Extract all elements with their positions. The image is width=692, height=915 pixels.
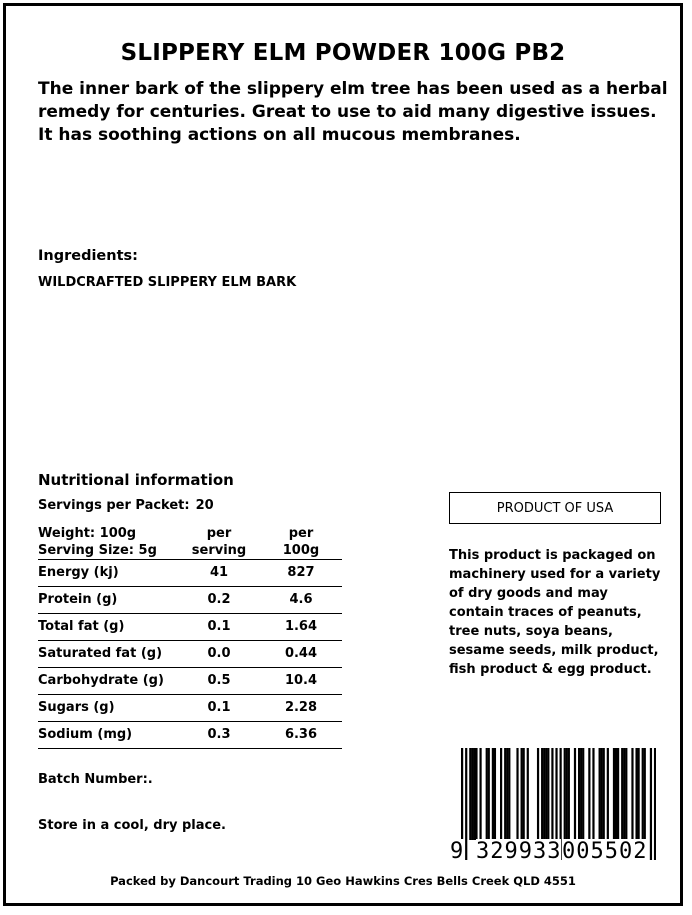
nutrient-name: Saturated fat (g): [38, 646, 163, 661]
barcode-bar: [599, 748, 601, 840]
barcode-bar: [551, 748, 553, 840]
barcode-bar: [469, 748, 471, 840]
table-row: [38, 560, 342, 587]
batch-number: Batch Number:.: [38, 772, 153, 787]
barcode-bar: [601, 748, 603, 840]
barcode-bar: [521, 748, 523, 840]
barcode-bar: [523, 748, 525, 840]
barcode-bar: [621, 748, 623, 840]
per-100g-value: 6.36: [284, 727, 318, 742]
barcode-bar: [642, 748, 644, 840]
storage-instructions: Store in a cool, dry place.: [38, 818, 226, 833]
barcode-bar: [623, 748, 625, 840]
servings-per-packet: [38, 498, 220, 513]
col-per-serving-line2: serving: [191, 543, 247, 558]
nutrient-name: Carbohydrate (g): [38, 673, 164, 688]
barcode-bar: [607, 748, 609, 840]
barcode-bar: [506, 748, 508, 840]
nutrition-heading: Nutritional information: [38, 471, 234, 489]
serving-size-label: Serving Size: 5g: [38, 543, 157, 558]
table-row: [38, 641, 342, 668]
nutrition-table-header: [38, 521, 342, 560]
barcode-bar: [475, 748, 477, 840]
barcode-bar: [492, 748, 494, 840]
barcode-bar: [471, 748, 473, 840]
product-description: The inner bark of the slippery elm tree has been used as a herbal remedy for centuries. Great to use to aid many digestive issues. It has soothing actions on all mucous membranes.: [38, 79, 668, 145]
product-label: [3, 3, 683, 906]
barcode-bar: [625, 748, 627, 840]
barcode-bar: [537, 748, 539, 840]
barcode-bar: [615, 748, 617, 840]
per-serving-value: 0.3: [207, 727, 231, 742]
table-row: [38, 614, 342, 641]
barcode-left-digits: 329933: [476, 839, 562, 864]
nutrient-name: Sodium (mg): [38, 727, 133, 742]
barcode-bar: [582, 748, 584, 840]
barcode-first-digit: 9: [450, 839, 465, 864]
ingredients-text: WILDCRAFTED SLIPPERY ELM BARK: [38, 275, 297, 290]
barcode-bar: [516, 748, 518, 840]
barcode-right-digits: 005502: [562, 839, 648, 864]
per-serving-value: 41: [209, 565, 229, 580]
per-100g-value: 10.4: [284, 673, 318, 688]
per-serving-value: 0.0: [207, 646, 231, 661]
barcode-bar: [465, 748, 467, 860]
barcode-bar: [588, 748, 590, 840]
barcode-bar: [494, 748, 496, 840]
country-of-origin-box: [449, 492, 661, 524]
nutrient-name: Energy (kj): [38, 565, 119, 580]
barcode-bar: [504, 748, 506, 840]
table-row: [38, 668, 342, 695]
col-per-100g-line2: 100g: [282, 543, 320, 558]
barcode-bar: [580, 748, 582, 840]
per-serving-value: 0.1: [207, 619, 231, 634]
barcode-bar: [574, 748, 576, 840]
col-per-100g-line1: per: [288, 526, 314, 541]
table-row: [38, 695, 342, 722]
barcode-bar: [650, 748, 652, 860]
barcode-bar: [508, 748, 510, 840]
weight-label: Weight: 100g: [38, 526, 137, 541]
barcode-bar: [617, 748, 619, 840]
nutrient-name: Protein (g): [38, 592, 118, 607]
barcode-bar: [631, 748, 633, 840]
per-100g-value: 0.44: [284, 646, 318, 661]
servings-label: Servings per Packet:: [38, 498, 190, 513]
per-100g-value: 4.6: [289, 592, 313, 607]
servings-value: 20: [195, 498, 214, 513]
barcode-bar: [479, 748, 481, 840]
table-row: [38, 587, 342, 614]
barcode-bar: [644, 748, 646, 840]
barcode-bar: [473, 748, 475, 840]
per-serving-value: 0.2: [207, 592, 231, 607]
barcode-bar: [592, 748, 594, 840]
barcode-bar: [566, 748, 568, 840]
nutrient-name: Total fat (g): [38, 619, 125, 634]
allergen-statement: This product is packaged on machinery used for a variety of dry goods and may contain traces of peanuts, tree nuts, soya beans, sesame seeds, milk product, fish product & egg product.: [449, 548, 661, 677]
per-serving-value: 0.1: [207, 700, 231, 715]
barcode-bar: [638, 748, 640, 840]
per-100g-value: 827: [287, 565, 315, 580]
nutrition-table: [38, 521, 342, 749]
nutrient-name: Sugars (g): [38, 700, 115, 715]
barcode-bar: [654, 748, 656, 860]
barcode-bar: [527, 748, 529, 840]
barcode-bar: [486, 748, 488, 840]
packed-by: Packed by Dancourt Trading 10 Geo Hawkins Cres Bells Creek QLD 4551: [110, 874, 576, 888]
barcode-bar: [564, 748, 566, 840]
barcode-bar: [541, 748, 543, 840]
barcode-bar: [545, 748, 547, 840]
per-serving-value: 0.5: [207, 673, 231, 688]
per-100g-value: 2.28: [284, 700, 318, 715]
table-row: [38, 722, 342, 749]
per-100g-value: 1.64: [284, 619, 318, 634]
barcode-bar: [578, 748, 580, 840]
country-of-origin: PRODUCT OF USA: [496, 500, 614, 516]
barcode-bar: [500, 748, 502, 840]
barcode-bar: [547, 748, 549, 840]
barcode-bar: [613, 748, 615, 840]
barcode-bar: [543, 748, 545, 840]
product-title: SLIPPERY ELM POWDER 100G PB2: [120, 40, 566, 66]
barcode-bar: [603, 748, 605, 840]
barcode-bar: [488, 748, 490, 840]
barcode-bar: [568, 748, 570, 840]
ingredients-heading: Ingredients:: [38, 248, 138, 264]
col-per-serving-line1: per: [206, 526, 232, 541]
barcode-bar: [635, 748, 637, 840]
